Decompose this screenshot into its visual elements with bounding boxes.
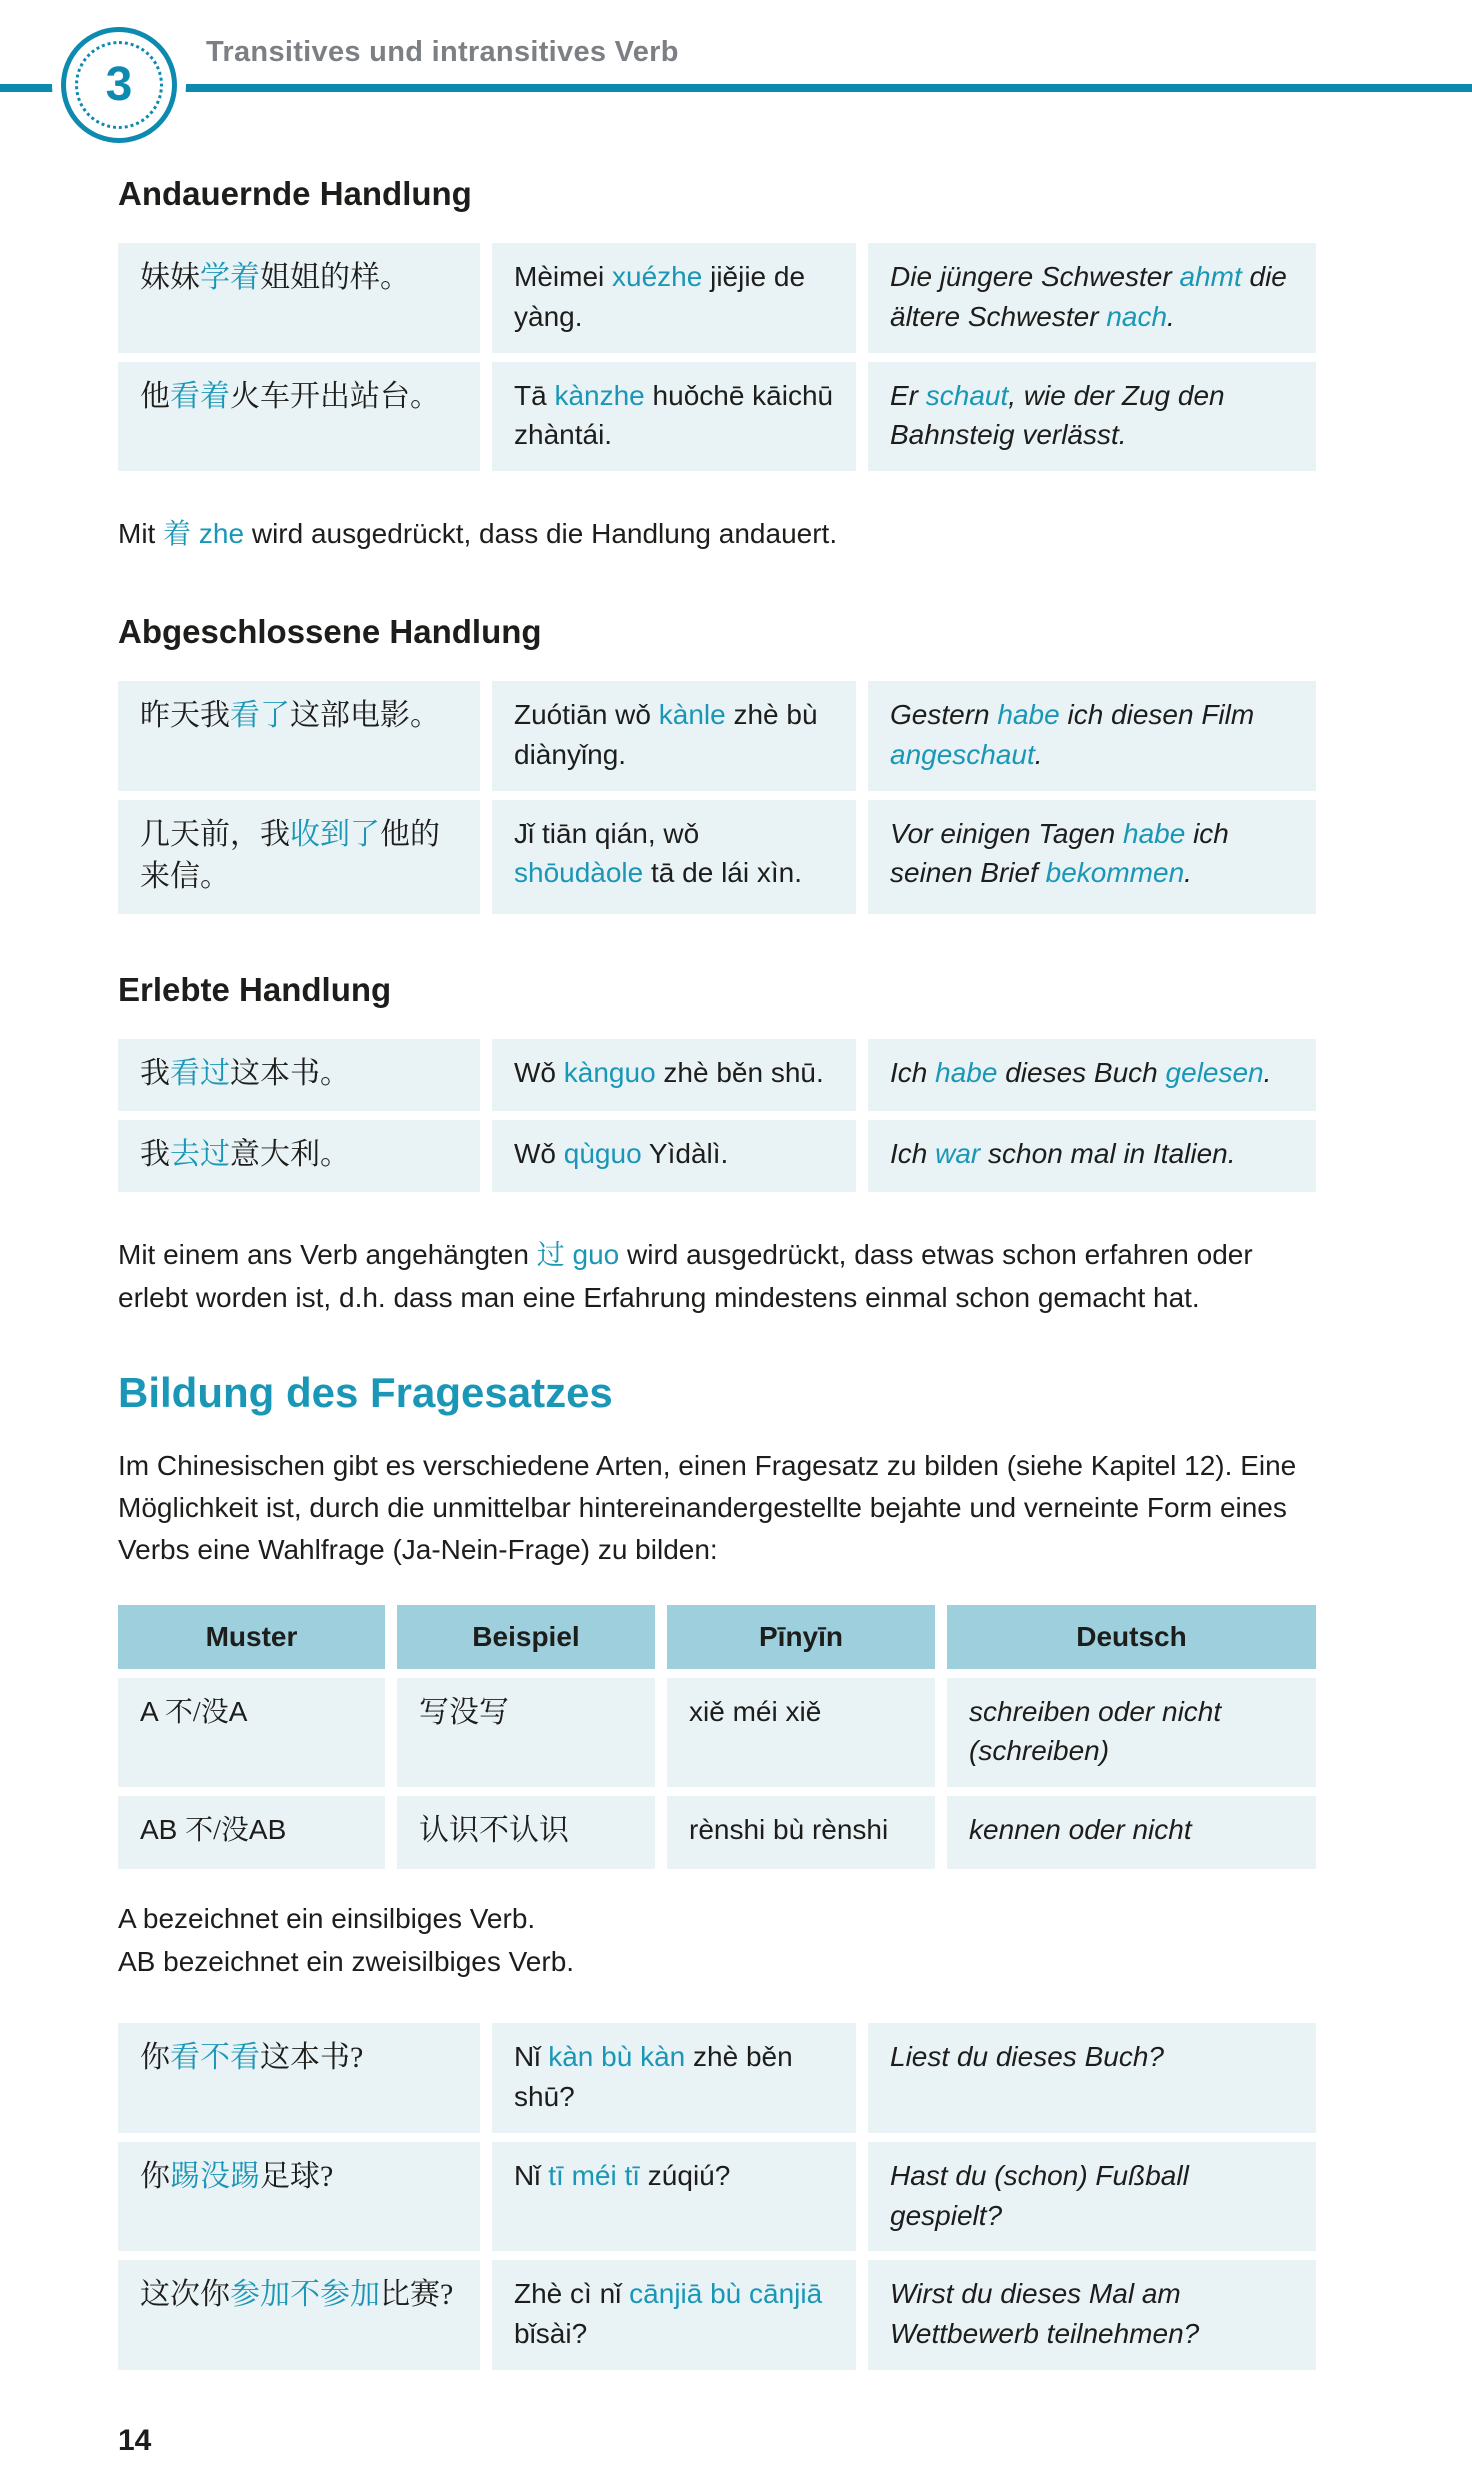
highlighted-text: guo <box>572 1238 620 1270</box>
note-ab: AB bezeichnet ein zweisilbiges Verb. <box>118 1945 575 1977</box>
text-segment <box>191 518 199 549</box>
cell-german <box>868 2023 1316 2133</box>
header-rule <box>0 84 1472 92</box>
text-segment: Hast du (schon) Fußball gespielt? <box>890 2159 1189 2231</box>
highlighted-text: cānjiā bù cānjiā <box>629 2278 823 2310</box>
text-segment: A <box>228 1695 248 1727</box>
note-a: A bezeichnet ein einsilbiges Verb. <box>118 1902 536 1934</box>
highlighted-text: habe <box>997 699 1060 730</box>
cell-pinyin <box>492 1120 856 1192</box>
text-segment: Mit <box>118 518 164 549</box>
text-segment: AB <box>140 1814 186 1845</box>
fragesatz-examples-table <box>118 2023 1316 2370</box>
text-segment: . <box>1034 738 1043 770</box>
text-segment: 你 <box>140 2041 170 2075</box>
guo-note <box>118 1234 1316 1319</box>
text-segment: 这本书? <box>260 2041 364 2075</box>
cell-pinyin <box>492 1039 856 1111</box>
fragesatz-intro: Im Chinesischen gibt es verschiedene Arten, einen Fragesatz zu bilden (siehe Kapitel 12). Eine Möglichkeit ist, durch die unmittelbar hintereinandergestellte bejahte und verneinte Form eines Verbs eine Wahlfrage (Ja-Nein-Frage) zu bilden: <box>118 1449 1297 1565</box>
section-heading-abgeschlossene: Abgeschlossene Handlung <box>118 613 542 650</box>
text-segment: huǒchē kāichū zhàntái. <box>514 379 834 451</box>
cell-german <box>868 800 1316 914</box>
cell-german <box>868 1120 1316 1192</box>
highlighted-text: 去过 <box>170 1137 230 1171</box>
text-segment: Vor einigen Tagen <box>890 817 1123 849</box>
section-heading-erlebte: Erlebte Handlung <box>118 970 392 1008</box>
text-segment: 我 <box>140 1137 170 1171</box>
highlighted-text: shōudàole <box>514 857 644 889</box>
highlighted-text: zhe <box>198 518 245 549</box>
cell-chinese <box>118 2023 480 2133</box>
highlighted-text: 参加不参加 <box>230 2278 380 2312</box>
highlighted-text: angeschaut <box>890 738 1035 770</box>
text-segment: Yìdàlì. <box>641 1137 729 1169</box>
cell-pinyin: rènshi bù rènshi <box>667 1796 935 1869</box>
text-segment: Tā <box>514 379 555 411</box>
text-segment: jiějie de yàng. <box>514 261 806 332</box>
text-segment: Die jüngere Schwester <box>890 261 1180 292</box>
cell-pinyin <box>492 362 856 472</box>
chapter-number: 3 <box>105 58 133 111</box>
cell-chinese <box>118 1120 480 1192</box>
text-segment: Nǐ <box>514 2041 549 2073</box>
text-segment: ich diesen Film <box>1059 699 1255 730</box>
abgeschlossene-table <box>118 681 1316 914</box>
highlighted-text: 看不看 <box>170 2041 260 2075</box>
text-segment: tā de lái xìn. <box>643 857 802 889</box>
cell-chinese <box>118 800 480 914</box>
text-segment: zúqiú? <box>640 2159 731 2191</box>
text-segment: wird ausgedrückt, dass die Handlung andauert. <box>244 518 838 549</box>
text-segment: 火车开出站台。 <box>230 379 440 413</box>
highlighted-text: kànzhe <box>554 379 645 411</box>
highlighted-text: kàn bù kàn <box>548 2041 686 2073</box>
column-header-pinyin: Pīnyīn <box>667 1605 935 1669</box>
column-header-deutsch: Deutsch <box>947 1605 1316 1669</box>
text-segment: schon mal in Italien. <box>980 1137 1236 1169</box>
text-segment: 这部电影。 <box>290 699 440 732</box>
highlighted-text: 看了 <box>230 699 290 732</box>
text-segment: AB <box>248 1814 287 1845</box>
cell-german <box>868 2260 1316 2370</box>
cell-chinese <box>118 2260 480 2370</box>
text-segment: 他 <box>140 379 170 413</box>
cell-pinyin <box>492 2142 856 2252</box>
highlighted-text: war <box>935 1137 981 1169</box>
chapter-title: Transitives und intransitives Verb <box>206 36 679 68</box>
text-segment: 不/没 <box>164 1696 229 1728</box>
text-segment: zhè bù diànyǐng. <box>514 699 818 770</box>
text-segment: 比赛? <box>380 2278 454 2312</box>
highlighted-text: bekommen <box>1045 857 1185 889</box>
andauernde-table <box>118 243 1316 471</box>
cell-pinyin <box>492 243 856 353</box>
highlighted-text: 过 <box>536 1239 565 1271</box>
page-number: 14 <box>118 2423 152 2457</box>
text-segment: 意大利。 <box>230 1137 350 1171</box>
cell-german <box>868 243 1316 353</box>
text-segment: Zhè cì nǐ <box>514 2278 630 2310</box>
column-header-beispiel: Beispiel <box>397 1605 655 1669</box>
highlighted-text: ahmt <box>1179 261 1242 292</box>
text-segment: Zuótiān wǒ <box>514 699 659 730</box>
chapter-header <box>0 0 1472 150</box>
highlighted-text: 踢没踢 <box>170 2159 260 2193</box>
cell-german <box>868 2142 1316 2252</box>
cell-pinyin <box>492 800 856 914</box>
cell-german <box>868 681 1316 791</box>
text-segment: 他的来信。 <box>140 817 440 893</box>
text-segment: Jǐ tiān qián, wǒ <box>514 817 700 849</box>
muster-table <box>118 1605 1316 1869</box>
cell-beispiel: 写没写 <box>397 1678 655 1788</box>
text-segment: Gestern <box>890 699 998 730</box>
text-segment: Er <box>890 379 926 411</box>
cell-chinese <box>118 681 480 791</box>
cell-chinese <box>118 243 480 353</box>
cell-pinyin <box>492 2260 856 2370</box>
text-segment: ich seinen Brief <box>890 817 1229 889</box>
cell-german <box>868 362 1316 472</box>
text-segment: Mit einem ans Verb angehängten <box>118 1238 537 1270</box>
page-content <box>0 175 1472 2458</box>
text-segment: Wǒ <box>514 1056 564 1088</box>
text-segment: . <box>1184 857 1192 889</box>
highlighted-text: schaut <box>925 379 1009 411</box>
highlighted-text: habe <box>935 1056 998 1088</box>
verb-notes <box>118 1897 1316 1984</box>
text-segment <box>565 1239 573 1270</box>
text-segment: zhè běn shū? <box>514 2041 793 2113</box>
section-heading-andauernde: Andauernde Handlung <box>118 175 472 212</box>
cell-muster <box>118 1796 385 1869</box>
cell-german <box>868 1039 1316 1111</box>
text-segment: . <box>1263 1056 1272 1088</box>
text-segment: bǐsài? <box>514 2318 588 2350</box>
text-segment: Wǒ <box>514 1137 564 1169</box>
text-segment: A <box>140 1695 165 1727</box>
erlebte-table <box>118 1039 1316 1192</box>
text-segment: 几天前，我 <box>140 817 290 851</box>
text-segment: die ältere Schwester <box>890 261 1287 332</box>
text-segment: 足球? <box>260 2159 334 2193</box>
text-segment: 我 <box>140 1056 170 1090</box>
highlighted-text: 学着 <box>200 261 260 294</box>
highlighted-text: 收到了 <box>290 817 380 851</box>
text-segment: dieses Buch <box>997 1056 1166 1088</box>
badge-dotted-ring <box>75 41 163 129</box>
highlighted-text: kànguo <box>563 1056 656 1088</box>
highlighted-text: nach <box>1106 300 1168 332</box>
text-segment: 昨天我 <box>140 699 230 732</box>
text-segment: zhè běn shū. <box>655 1056 824 1088</box>
cell-pinyin: xiě méi xiě <box>667 1678 935 1788</box>
cell-chinese <box>118 2142 480 2252</box>
highlighted-text: gelesen <box>1165 1056 1264 1088</box>
cell-german: schreiben oder nicht (schreiben) <box>947 1678 1316 1788</box>
cell-pinyin <box>492 681 856 791</box>
zhe-note <box>118 513 1316 556</box>
section-heading-fragesatz: Bildung des Fragesatzes <box>118 1368 613 1416</box>
text-segment: 这次你 <box>140 2278 230 2312</box>
cell-beispiel: 认识不认识 <box>397 1796 655 1869</box>
cell-chinese <box>118 1039 480 1111</box>
column-header-muster: Muster <box>118 1605 385 1669</box>
text-segment: 这本书。 <box>230 1056 350 1090</box>
text-segment: 妹妹 <box>140 261 200 294</box>
highlighted-text: xuézhe <box>612 261 703 292</box>
cell-german: kennen oder nicht <box>947 1796 1316 1869</box>
cell-pinyin <box>492 2023 856 2133</box>
highlighted-text: 着 <box>163 519 192 550</box>
text-segment: , wie der Zug den Bahnsteig verlässt. <box>890 379 1225 451</box>
text-segment: 你 <box>140 2159 170 2193</box>
highlighted-text: 看着 <box>170 379 230 413</box>
highlighted-text: qùguo <box>563 1137 642 1169</box>
highlighted-text: 看过 <box>170 1056 230 1090</box>
text-segment: . <box>1167 300 1175 332</box>
highlighted-text: kànle <box>658 699 726 730</box>
text-segment: 不/没 <box>185 1815 249 1846</box>
text-segment: Ich <box>890 1137 936 1169</box>
text-segment: Ich <box>890 1056 936 1088</box>
text-segment: Liest du dieses Buch? <box>890 2041 1164 2073</box>
cell-chinese <box>118 362 480 472</box>
cell-muster <box>118 1678 385 1788</box>
text-segment: wird ausgedrückt, dass etwas schon erfahren oder erlebt worden ist, d.h. dass man eine Erfahrung mindestens einmal schon gemacht hat. <box>118 1238 1253 1313</box>
chapter-number-badge <box>61 27 177 143</box>
highlighted-text: habe <box>1123 817 1186 849</box>
text-segment: Nǐ <box>514 2159 549 2191</box>
text-segment: Mèimei <box>514 261 613 292</box>
text-segment: Wirst du dieses Mal am Wettbewerb teilnehmen? <box>890 2278 1200 2350</box>
highlighted-text: tī méi tī <box>548 2159 641 2191</box>
text-segment: 姐姐的样。 <box>260 261 410 294</box>
